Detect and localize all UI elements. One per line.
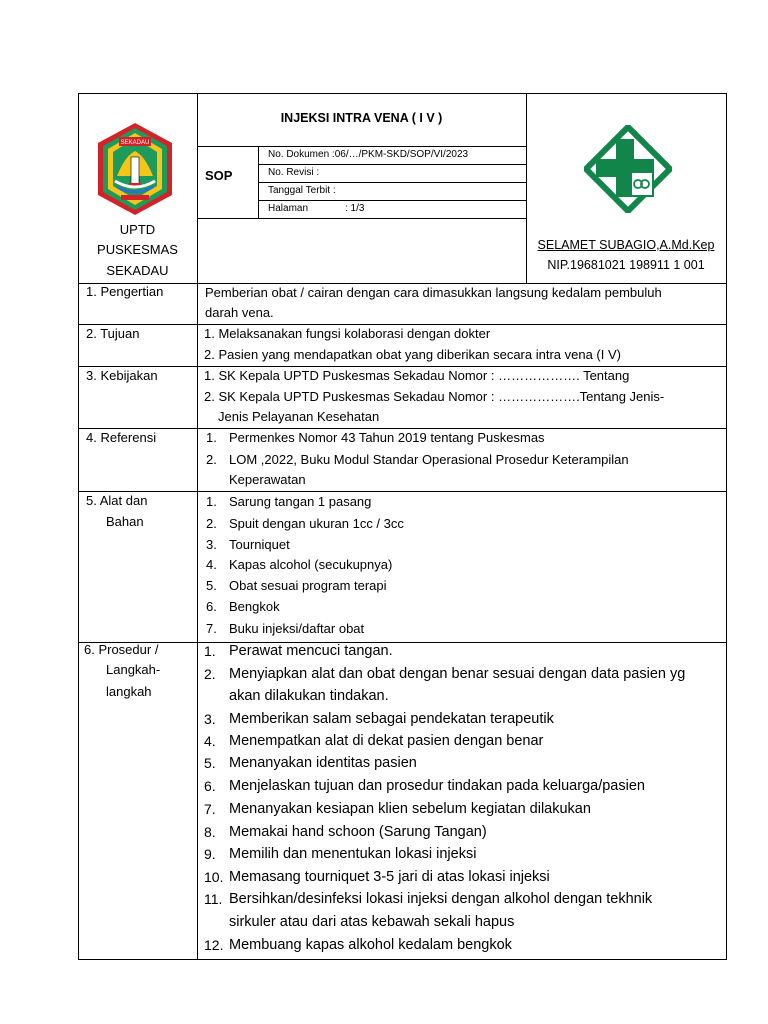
prosedur-num: 9. (204, 846, 216, 862)
page-label: Halaman (268, 203, 309, 214)
pengertian-line-2: darah vena. (205, 305, 274, 320)
section-label-pengertian: 1. Pengertian (86, 284, 164, 299)
document-title: INJEKSI INTRA VENA ( I V ) (280, 111, 443, 125)
alat-item: Sarung tangan 1 pasang (229, 494, 372, 509)
kebijakan-line-3: Jenis Pelayanan Kesehatan (218, 409, 380, 424)
section-label-prosedur-3: langkah (106, 684, 152, 699)
alat-num: 2. (206, 516, 217, 531)
prosedur-num: 10. (204, 869, 224, 885)
sop-label: SOP (205, 168, 233, 183)
prosedur-item: Memasang tourniquet 3-5 jari di atas lokasi injeksi (229, 869, 550, 885)
alat-num: 7. (206, 621, 217, 636)
alat-num: 6. (206, 599, 217, 614)
alat-item: Buku injeksi/daftar obat (229, 621, 365, 636)
section-label-alat-2: Bahan (106, 514, 144, 529)
prosedur-item: Menanyakan identitas pasien (229, 755, 417, 771)
alat-item: Spuit dengan ukuran 1cc / 3cc (229, 516, 404, 531)
referensi-item-2-line-1: LOM ,2022, Buku Modul Standar Operasional Prosedur Keterampilan (229, 452, 629, 467)
section-label-referensi: 4. Referensi (86, 430, 157, 445)
alat-num: 1. (206, 494, 217, 509)
prosedur-item: Memberikan salam sebagai pendekatan terapeutik (229, 711, 554, 727)
kebijakan-line-1: 1. SK Kepala UPTD Puskesmas Sekadau Nomor : ………………. Tentang (204, 368, 630, 383)
prosedur-num: 12. (204, 937, 224, 953)
puskesmas-logo (584, 125, 672, 213)
pengertian-line-1: Pemberian obat / cairan dengan cara dimasukkan langsung kedalam pembuluh (205, 285, 662, 300)
prosedur-item: Perawat mencuci tangan. (229, 643, 393, 659)
prosedur-item: Menjelaskan tujuan dan prosedur tindakan pada keluarga/pasien (229, 778, 645, 794)
signer-nip: NIP.19681021 198911 1 001 (547, 258, 705, 272)
section-label-alat: 5. Alat dan (86, 493, 148, 508)
prosedur-item: Menempatkan alat di dekat pasien dengan benar (229, 733, 544, 749)
referensi-num-1: 1. (206, 430, 217, 445)
prosedur-num: 5. (204, 755, 216, 771)
org-line-1: UPTD (119, 222, 156, 237)
doc-number: No. Dokumen :06/…/PKM-SKD/SOP/VI/2023 (268, 149, 469, 160)
prosedur-item: Bersihkan/desinfeksi lokasi injeksi dengan alkohol dengan tekhnik (229, 891, 653, 907)
alat-item: Obat sesuai program terapi (229, 578, 387, 593)
section-label-kebijakan: 3. Kebijakan (86, 368, 158, 383)
prosedur-num: 7. (204, 801, 216, 817)
revision-number: No. Revisi : (268, 167, 320, 178)
alat-item: Kapas alcohol (secukupnya) (229, 557, 393, 572)
tujuan-line-2: 2. Pasien yang mendapatkan obat yang diberikan secara intra vena (I V) (204, 347, 621, 362)
prosedur-num: 2. (204, 666, 216, 682)
prosedur-num: 1. (204, 643, 216, 659)
referensi-item-2-line-2: Keperawatan (229, 472, 306, 487)
prosedur-item: Memilih dan menentukan lokasi injeksi (229, 846, 477, 862)
prosedur-item: Memakai hand schoon (Sarung Tangan) (229, 824, 487, 840)
alat-item: Tourniquet (229, 537, 290, 552)
alat-item: Bengkok (229, 599, 280, 614)
emblem-banner-text: SEKADAU (120, 140, 150, 146)
org-line-3: SEKADAU (106, 263, 169, 278)
issue-date: Tanggal Terbit : (268, 185, 336, 196)
prosedur-num: 11. (204, 891, 223, 907)
prosedur-num: 3. (204, 711, 216, 727)
section-label-prosedur-2: Langkah- (106, 662, 161, 677)
section-label-prosedur: 6. Prosedur / (84, 642, 159, 657)
tujuan-line-1: 1. Melaksanakan fungsi kolaborasi dengan dokter (204, 326, 491, 341)
prosedur-num: 4. (204, 733, 216, 749)
alat-num: 5. (206, 578, 217, 593)
prosedur-item: Membuang kapas alkohol kedalam bengkok (229, 937, 512, 953)
alat-num: 3. (206, 537, 217, 552)
prosedur-item: Menanyakan kesiapan klien sebelum kegiatan dilakukan (229, 801, 591, 817)
referensi-num-2: 2. (206, 452, 217, 467)
district-emblem-logo (95, 121, 175, 217)
org-line-2: PUSKESMAS (97, 242, 178, 257)
prosedur-item-cont: akan dilakukan tindakan. (229, 688, 389, 704)
prosedur-item: Menyiapkan alat dan obat dengan benar sesuai dengan data pasien yg (229, 666, 686, 682)
prosedur-num: 8. (204, 824, 216, 840)
signer-name: SELAMET SUBAGIO,A.Md.Kep (537, 238, 715, 252)
referensi-item-1: Permenkes Nomor 43 Tahun 2019 tentang Puskesmas (229, 430, 545, 445)
section-label-tujuan: 2. Tujuan (86, 326, 140, 341)
alat-num: 4. (206, 557, 217, 572)
page-value: : 1/3 (345, 203, 365, 214)
prosedur-item-cont: sirkuler atau dari atas kebawah sekali hapus (229, 914, 515, 930)
kebijakan-line-2: 2. SK Kepala UPTD Puskesmas Sekadau Nomor : ……………….Tentang Jenis- (204, 389, 665, 404)
prosedur-num: 6. (204, 778, 216, 794)
